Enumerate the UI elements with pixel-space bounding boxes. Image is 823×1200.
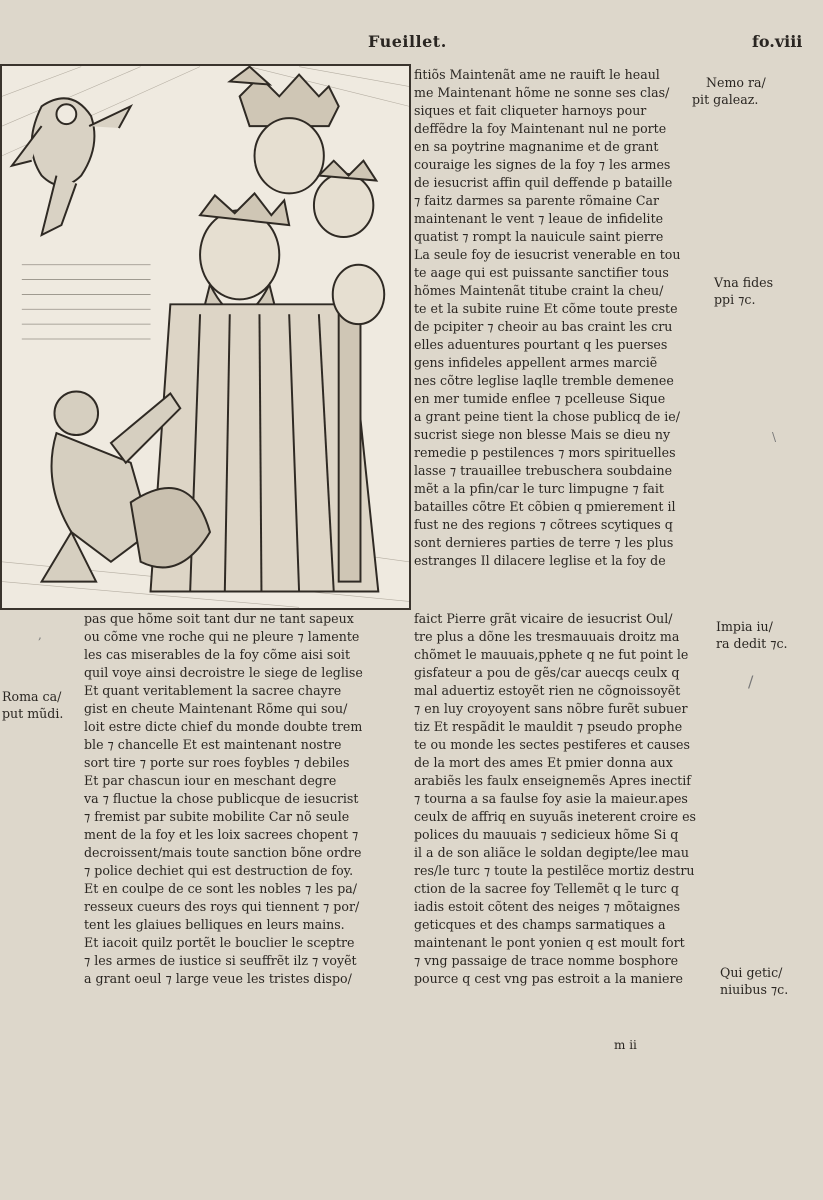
text-line: tent les glaiues belliques en leurs mains. <box>84 917 345 932</box>
text-line: gisfateur a pou de gẽs/car auecqs ceulx q <box>414 665 680 680</box>
text-line: de iesucrist affin quil deffende p bataille <box>414 175 673 190</box>
text-line: sort tire ⁊ porte sur roes foybles ⁊ debiles <box>84 755 350 770</box>
text-line: La seule foy de iesucrist venerable en tou <box>414 247 681 262</box>
text-line: remedie p pestilences ⁊ mors spirituelles <box>414 445 676 460</box>
text-line: ⁊ police dechiet qui est destruction de foy. <box>84 863 354 878</box>
text-line: mẽt a la pfin/car le turc limpugne ⁊ fait <box>414 481 664 496</box>
text-line: ⁊ les armes de iustice si seuffrẽt ilz ⁊ voyẽt <box>84 953 357 968</box>
text-line: elles aduentures pourtant q les puerses <box>414 337 668 352</box>
margin-note-nemo: Nemo ra/ pit galeaz. <box>692 75 766 107</box>
text-line: les cas miserables de la foy cõme aisi soit <box>84 647 351 662</box>
text-line: siques et fait cliqueter harnoys pour <box>414 103 647 118</box>
text-line: va ⁊ fluctue la chose publicque de iesucrist <box>84 791 359 806</box>
text-line: ⁊ tourna a sa faulse foy asie la maieur.apes <box>414 791 688 806</box>
text-line: de pcipiter ⁊ cheoir au bas craint les cru <box>414 319 673 334</box>
text-line: pas que hõme soit tant dur ne tant sapeux <box>84 611 354 626</box>
text-line: tre plus a dõne les tresmauuais droitz ma <box>414 629 680 644</box>
woodcut-illustration <box>0 64 411 610</box>
text-line: geticques et des champs sarmatiques a <box>414 917 666 932</box>
text-line: resseux cueurs des roys qui tiennent ⁊ por/ <box>84 899 360 914</box>
text-line: arabiẽs les faulx enseignemẽs Apres inectif <box>414 773 691 788</box>
text-line: il a de son aliãce le soldan degipte/lee mau <box>414 845 689 860</box>
margin-note-roma: Roma ca/ put mũdi. <box>2 689 64 721</box>
stray-mark-3: / <box>748 672 754 691</box>
text-line: lasse ⁊ trauaillee trebuschera soubdaine <box>414 463 673 478</box>
text-line: loit estre dicte chief du monde doubte trem <box>84 719 363 734</box>
folio-number: fo.viii <box>752 32 803 51</box>
text-line: Et quant veritablement la sacree chayre <box>84 683 342 698</box>
text-line: en sa poytrine magnanime et de grant <box>414 139 659 154</box>
text-line: te aage qui est puissante sanctifier tous <box>414 265 669 280</box>
text-line: te et la subite ruine Et cõme toute preste <box>414 301 678 316</box>
text-line: gist en cheute Maintenant Rõme qui sou/ <box>84 701 348 716</box>
text-line: nes cõtre leglise laqlle tremble demenee <box>414 373 674 388</box>
text-line: a grant peine tient la chose publicq de ie/ <box>414 409 680 424</box>
text-line: Et en coulpe de ce sont les nobles ⁊ les pa/ <box>84 881 358 896</box>
woodcut-drawing <box>2 66 409 608</box>
text-line: fitiõs Maintenãt ame ne rauift le heaul <box>414 67 660 82</box>
text-line: maintenant le vent ⁊ leaue de infidelite <box>414 211 664 226</box>
text-line: couraige les signes de la foy ⁊ les armes <box>414 157 671 172</box>
text-line: res/le turc ⁊ toute la pestilẽce mortiz destru <box>414 863 695 878</box>
text-line: quil voye ainsi decroistre le siege de leglise <box>84 665 363 680</box>
text-line: ou cõme vne roche qui ne pleure ⁊ lamente <box>84 629 360 644</box>
text-line: ceulx de affriq en suyuãs ineterent croire es <box>414 809 697 824</box>
text-line: de la mort des ames Et pmier donna aux <box>414 755 673 770</box>
text-line: ⁊ faitz darmes sa parente rõmaine Car <box>414 193 660 208</box>
text-line: fust ne des regions ⁊ cõtrees scytiques q <box>414 517 673 532</box>
text-line: estranges Il dilacere leglise et la foy de <box>414 553 666 568</box>
text-line: deffẽdre la foy Maintenant nul ne porte <box>414 121 667 136</box>
text-line: pource q cest vng pas estroit a la maniere <box>414 971 683 986</box>
text-line: sont dernieres parties de terre ⁊ les plus <box>414 535 674 550</box>
text-column-left-bottom <box>84 610 408 988</box>
text-line: Et iacoit quilz portẽt le bouclier le sceptre <box>84 935 355 950</box>
text-line: ble ⁊ chancelle Et est maintenant nostre <box>84 737 342 752</box>
text-line: en mer tumide enflee ⁊ pcelleuse Sique <box>414 391 666 406</box>
text-line: a grant oeul ⁊ large veue les tristes dispo/ <box>84 971 352 986</box>
text-line: gens infideles appellent armes marciẽ <box>414 355 658 370</box>
text-line: batailles cõtre Et cõbien q pmierement il <box>414 499 676 514</box>
margin-note-qui-getice: Qui getic/ niuibus ⁊c. <box>720 965 789 997</box>
margin-note-una-fides: Vna fides ppi ⁊c. <box>714 275 774 307</box>
stray-mark-2: , <box>38 628 42 642</box>
text-line: tiz Et respãdit le mauldit ⁊ pseudo prophe <box>414 719 683 734</box>
stray-mark-1: \ <box>772 430 777 444</box>
text-line: sucrist siege non blesse Mais se dieu ny <box>414 427 671 442</box>
text-line: mal aduertiz estoyẽt rien ne cõgnoissoyẽt <box>414 683 681 698</box>
margin-note-impia: Impia iu/ ra dedit ⁊c. <box>716 619 788 651</box>
text-line: iadis estoit cõtent des neiges ⁊ mõtaignes <box>414 899 681 914</box>
text-line: ction de la sacree foy Tellemẽt q le turc q <box>414 881 679 896</box>
text-line: te ou monde les sectes pestiferes et causes <box>414 737 690 752</box>
text-line: ⁊ vng passaige de trace nomme bosphore <box>414 953 679 968</box>
text-line: ⁊ fremist par subite mobilite Car nõ seule <box>84 809 350 824</box>
text-line: ment de la foy et les loix sacrees chopent ⁊ <box>84 827 359 842</box>
running-title: Fueillet. <box>368 32 447 51</box>
text-line: maintenant le pont yonien q est moult fort <box>414 935 685 950</box>
signature-mark: m ii <box>614 1038 637 1052</box>
text-line: Et par chascun iour en meschant degre <box>84 773 337 788</box>
text-line: hõmes Maintenãt titube craint la cheu/ <box>414 283 664 298</box>
text-line: decroissent/mais toute sanction bõne ordre <box>84 845 362 860</box>
text-line: faict Pierre grãt vicaire de iesucrist Oul/ <box>414 611 673 626</box>
text-column-right-top <box>414 66 714 570</box>
text-line: ⁊ en luy croyoyent sans nõbre furẽt subuer <box>414 701 688 716</box>
text-line: me Maintenant hõme ne sonne ses clas/ <box>414 85 670 100</box>
text-column-right-bottom <box>414 610 714 988</box>
text-line: chõmet le mauuais,pphete q ne fut point le <box>414 647 689 662</box>
text-line: quatist ⁊ rompt la nauicule saint pierre <box>414 229 664 244</box>
text-line: polices du mauuais ⁊ sedicieux hõme Si q <box>414 827 679 842</box>
